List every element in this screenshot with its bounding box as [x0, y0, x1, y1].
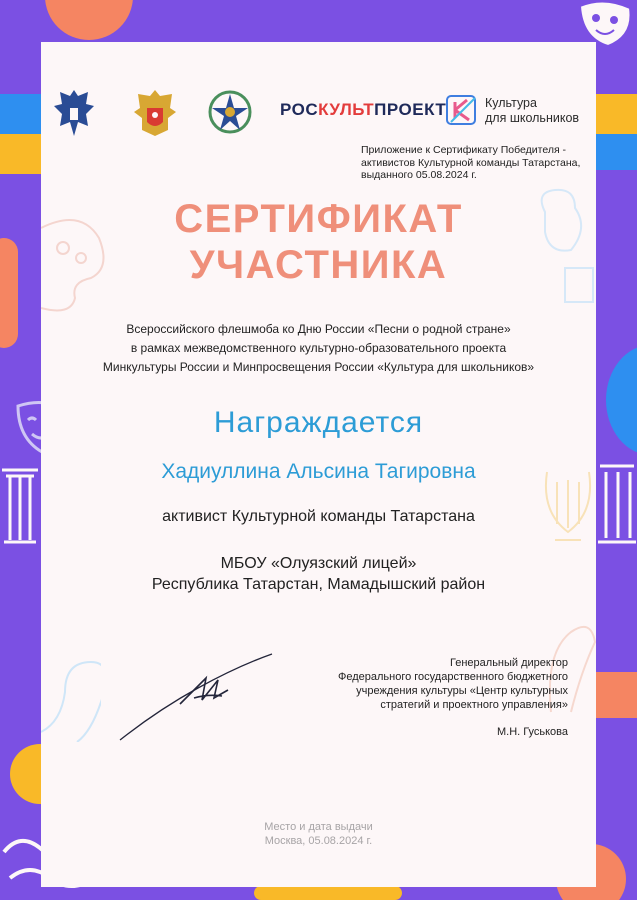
certificate-title	[41, 196, 596, 288]
director-title-line: Федерального государственного бюджетного	[337, 671, 568, 683]
column-icon	[0, 460, 42, 550]
coat-of-arms-icon	[132, 86, 178, 140]
sky-block-left	[0, 94, 41, 134]
partner-logos	[52, 86, 592, 140]
blue-circle-right	[606, 345, 637, 455]
kultura-dlya-shkolnikov-logo-icon	[445, 94, 479, 126]
place-value: Москва, 05.08.2024 г.	[264, 835, 373, 847]
recipient-role: активист Культурной команды Татарстана	[162, 508, 475, 525]
description-line: в рамках межведомственного культурно-образовательного проекта	[130, 341, 507, 355]
title-line-2: УЧАСТНИКА	[189, 243, 448, 287]
orange-block-left	[0, 134, 41, 174]
ministry-eagle-emblem-icon	[52, 86, 96, 140]
director-title	[260, 656, 568, 712]
appendix-line: Приложение к Сертификату Победителя -	[361, 144, 567, 156]
appendix-line: выданного 05.08.2024 г.	[361, 169, 477, 181]
school-region: Республика Татарстан, Мамадышский район	[151, 576, 486, 593]
bottom-accent-bar	[254, 886, 402, 900]
handwritten-signature	[118, 650, 278, 745]
director-title-line: стратегий и проектного управления»	[380, 699, 568, 711]
director-title-line: Генеральный директор	[450, 657, 568, 669]
appendix-line: активистов Культурной команды Татарстана,	[361, 156, 581, 169]
star-emblem-icon	[206, 88, 254, 136]
director-title-line: учреждения культуры «Центр культурных	[356, 685, 568, 697]
column-right-icon	[596, 458, 637, 548]
awarded-heading: Награждается	[213, 406, 424, 439]
director-name: М.Н. Гуськова	[497, 726, 568, 738]
matryoshka-watermark-icon	[41, 622, 101, 742]
school-info	[41, 553, 596, 595]
kdsh-line1: Культура	[485, 96, 537, 110]
description-line: Всероссийского флешмоба ко Дню России «Песни о родной стране»	[126, 322, 511, 336]
sky-block-right	[596, 134, 637, 170]
orange-block-bottom-right	[596, 672, 637, 718]
place-and-date	[41, 820, 596, 848]
title-line-1: СЕРТИФИКАТ	[174, 197, 463, 241]
recipient-name: Хадиуллина Альсина Тагировна	[161, 460, 476, 483]
place-label: Место и дата выдачи	[264, 821, 373, 833]
roskultproekt-logo: РОСКУЛЬТПРОЕКТ	[280, 100, 447, 119]
kultura-dlya-shkolnikov-label	[485, 96, 579, 126]
coral-pill-left	[0, 238, 18, 348]
orange-circle-top-left	[45, 0, 133, 40]
school-name: МБОУ «Олуязский лицей»	[220, 555, 417, 572]
description-line: Минкультуры России и Минпросвещения России «Культура для школьников»	[102, 360, 535, 374]
kdsh-line2: для школьников	[485, 111, 580, 125]
appendix-note	[361, 144, 601, 182]
event-description	[41, 320, 596, 377]
